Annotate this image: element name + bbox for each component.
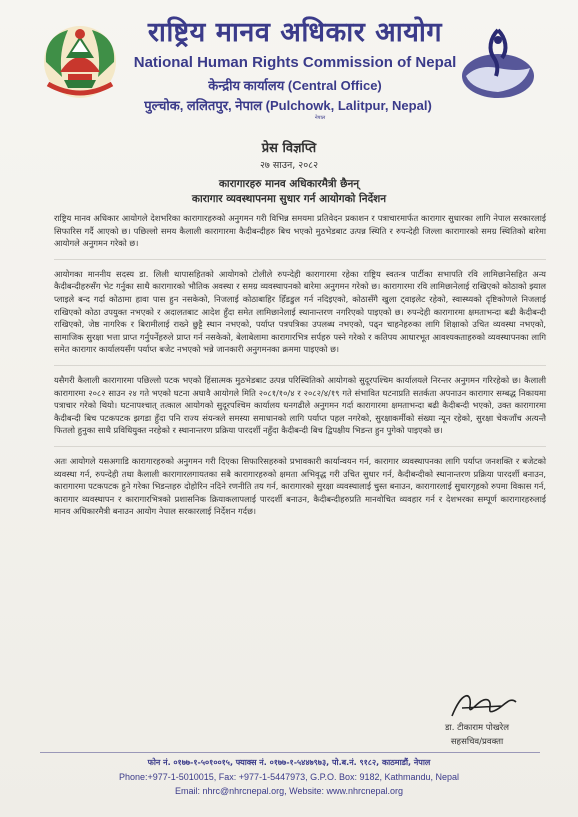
office-name: केन्द्रीय कार्यालय (Central Office) [208, 78, 382, 93]
paragraph-4: अतः आयोगले यसअगाडि कारागारहरुको अनुगमन गरी दिएका सिफारिसहरुको प्रभावकारी कार्यान्वयन गर्न, कारागार व्यवस्थापनका लागि पर्याप्त जनशक्ति र बजेटको व्यवस्था गर्न, रुपन्देही तथा कैलाली कारागारलगायतका सबै कारागारहरुको क्षमता अभिवृद्ध गरी उचित सुधार गर्न, कैदीबन्दीको स्थानान्तरण प्रक्रिया पारदर्शी बनाउन, कारागारमा पटकपटक हुने गरेका भिडन्तहरु दोहोरिन नदिने रणनीति तय गर्न, कारागारको सुरक्षा व्यवस्थालाई चुस्त बनाउन, कारागारलाई सुधारगृहको रुपमा विकास गर्न, कारागार व्यवस्थापन र कारागारभित्रको प्रशासनिक क्रियाकलापलाई पारदर्शी बनाउन, कैदीबन्दीहरुप्रति मानवोचित व्यवहार गर्न र देशभरका सम्पूर्ण कारागारहरुलाई मानव अधिकारमैत्री बनाउन आयोग नेपाल सरकारलाई निर्देशन गर्दछ। [54, 455, 546, 517]
signatory-name: डा. टीकाराम पोखरेल [444, 723, 510, 733]
divider [54, 446, 546, 447]
nhrc-logo-icon [458, 18, 538, 104]
divider [54, 259, 546, 260]
press-release-title: प्रेस विज्ञप्ति [261, 141, 317, 156]
headline-line-2: कारागार व्यवस्थापनमा सुधार गर्न आयोगको निर्देशन [191, 193, 387, 205]
nepal-emblem-icon [38, 22, 122, 102]
paragraph-3: यसैगरी कैलाली कारागारमा पछिल्लो पटक भएको हिंसात्मक मुठभेडबाट उत्पन्न परिस्थितिको आयोगको सुदूरपश्चिम कार्यालयले निरन्तर अनुगमन गरिरहेको छ। कैलाली कारागारमा २०८२ साउन २४ गते भएको घटना अघावै आयोगले मिति २०८१/१०/४ र २०८२/४/१९ गते संभावित घटनाप्रति सतर्कता अपनाउन कारागार सम्बद्ध निकायमा पत्राचार गरेको थियो। घटनापश्चात् तत्काल आयोगको सुदूरपश्चिम कार्यालय धनगढीले अनुगमन गर्दा कारागारमा क्षमताभन्दा बढी कैदीबन्दी भएको, उक्त कारागारमा कैदीबन्दी बिच पटकपटक झगडा हुँदा पनि राज्य संयन्त्रले समस्या समाधानको लागि पर्याप्त पहल नगरेको, सुरक्षाकर्मीको संख्या न्यून रहेको, सुरक्षा चेकजाँच अत्यन्तै फितलो हुनुका साथै प्रविधियुक्त नरहेको र स्थानान्तरण प्रक्रिया पारदर्शी नहुँदा कैदीबन्दी बिच द्विपक्षीय भिडन्त हुन पुगेको पाइएको छ। [54, 374, 546, 436]
tiny-label: नेपाल [314, 115, 326, 121]
press-release-date: २७ साउन, २०८२ [259, 160, 319, 171]
commission-title-english: National Human Rights Commission of Nepal [133, 54, 457, 71]
footer-email-website: Email: nhrc@nhrcnepal.org, Website: www.nhrcnepal.org [174, 786, 404, 796]
headline [0, 177, 578, 207]
paragraph-1: राष्ट्रिय मानव अधिकार आयोगले देशभरिका कारागारहरुको अनुगमन गरी विभिन्न समयमा प्रतिवेदन प्रकाशन र पत्राचारमार्फत कारागार सुधारका लागि नेपाल सरकारलाई सिफारिस गर्दै आएको छ। पछिल्लो समय कैलाली कारागारमा कैदीबन्दीहरु बिच भएको मुठभेडबाट उत्पन्न स्थिति र रुपन्देही जिल्ला कारागारको समग्र स्थितिको बारेमा आयोगले अनुगमन गरेको छ। [54, 213, 546, 249]
footer-contact-english: Phone:+977-1-5010015, Fax: +977-1-5447973, G.P.O. Box: 9182, Kathmandu, Nepal [118, 772, 460, 782]
footer-contact-nepali: फोन नं. ०१७७-१-५०१००१५, फ्याक्स नं. ०१७७-१-५४४७९७३, पो.ब.नं. ९१८२, काठमाडौं, नेपाल [147, 758, 431, 767]
divider [54, 365, 546, 366]
signatory-role: सहसचिव/प्रवक्ता [450, 737, 504, 747]
handwritten-signature-icon [432, 686, 542, 726]
commission-title-nepali: राष्ट्रिय मानव अधिकार आयोग [147, 17, 443, 48]
headline-line-1: कारागारहरु मानव अधिकारमैत्री छैनन् [218, 178, 360, 190]
office-address: पुल्चोक, ललितपुर, नेपाल (Pulchowk, Lalitpur, Nepal) [144, 98, 432, 113]
paragraph-2: आयोगका माननीय सदस्य डा. लिली थापासहितको आयोगको टोलीले रुपन्देही कारागारमा रहेका राष्ट्रिय स्वतन्त्र पार्टीका सभापति रवि लामिछानेसहित अन्य कैदीबन्दीहरुसँग भेट गर्नुका साथै कारागारको भौतिक अवस्था र समग्र व्यवस्थापनको बारेमा अनुगमन गरेको छ। कारागारमा रवि लामिछानेलाई राखिएको कोठाको झ्याल प्लाइले बन्द गर्दा कोठामा हावा पास हुन नसकेको, निजलाई कोठाबाहिर हिँडडुल गर्न नदिइएको, कोठासँगै खुला ट्वाइलेट रहेको, स्वास्थ्यको दृष्टिकोणले निजलाई राखिएको कोठा उपयुक्त नभएको र अदालतबाट आदेश हुँदा समेत लामिछानेलाई स्थानान्तरण नगरिएको पाइएको छ। रुपन्देही कारागारमा क्षमताभन्दा बढी कैदीबन्दी राखिएको, जेष्ठ नागरिक र बिरामीलाई राख्ने छुट्टै स्थान नभएको, पर्याप्त पत्रपत्रिका उपलब्ध नभएको, पढ्न चाहनेहरुका लागि शिक्षाको उचित व्यवस्था नभएको, सामाजिक सुरक्षा भत्ता प्राप्त गर्नुपर्नेहरुले प्राप्त गर्न नसकेको, बेलाबेलामा कारागारभित्र सर्पहरु पस्ने गरेको र कतिपय आधारभूत आवश्यकताहरुको व्यवस्थापनका लागि समेत कारागार कार्यालयसँग पर्याप्त बजेट नभएको भन्ने जानकारी अनुगमनका क्रममा पाइएको छ। [54, 268, 546, 355]
footer-divider [40, 752, 540, 753]
body-text [54, 212, 546, 527]
